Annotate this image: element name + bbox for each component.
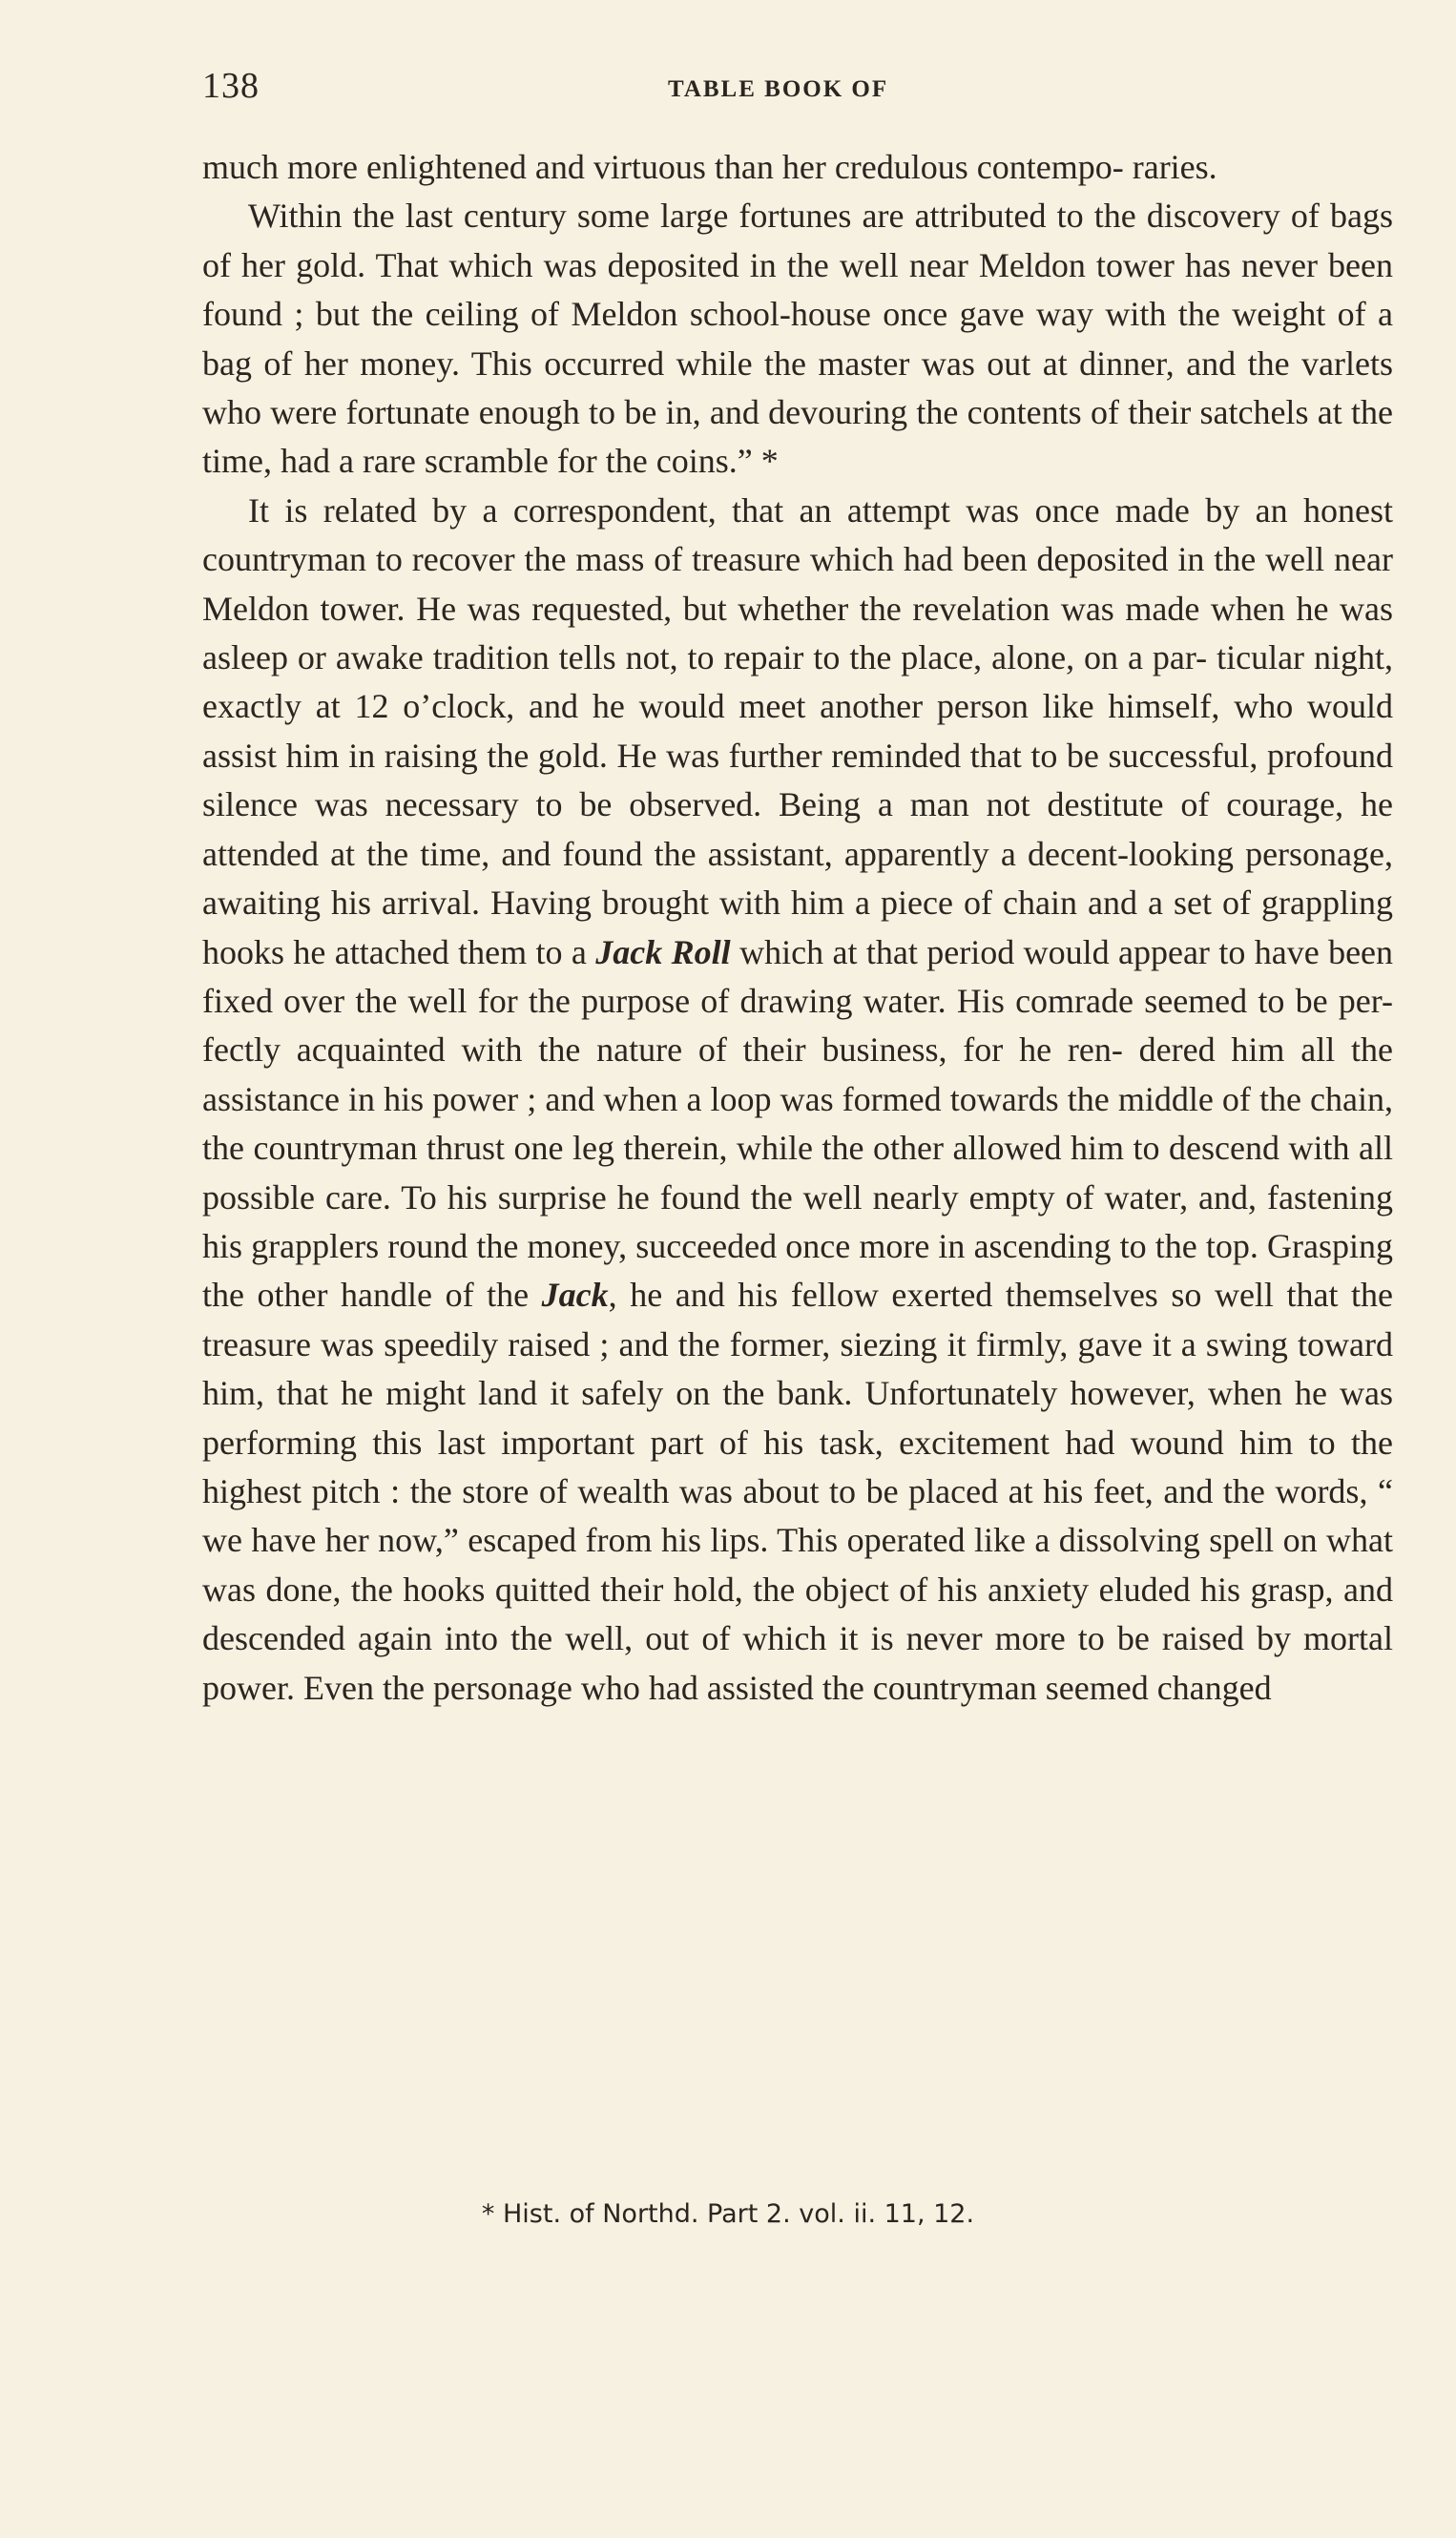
- page-header: [202, 65, 1414, 113]
- running-title: TABLE BOOK OF: [668, 76, 889, 102]
- page-number: 138: [202, 66, 260, 106]
- italic-jack: Jack: [541, 1276, 609, 1315]
- paragraph-text: which at that period would appear to have been fixed over the well for the purpose of drawing water. His comrade seemed to be per- fectly acquainted with the nature of their business, for he ren- dered him all the assistance in his power ; and when a loop was formed towards the middle of the chain, the countryman thrust one leg therein, while the other allowed him to descend with all possible care. To his surprise he found the well nearly empty of water, and, fastening his grapplers round the money, succeeded once more in ascending to the top. Grasping the other handle of the: [202, 932, 1394, 1315]
- body-text: [202, 143, 1393, 1713]
- paragraph-text: , he and his fellow exerted themselves so well that the treasure was speedily raised ; and the former, siezing it firmly, gave it a swing toward him, that he might land it safely on the bank. Unfortunately however, when he was performing this last important part of his task, excitement had wound him to the highest pitch : the store of wealth was about to be placed at his feet, and the words, “ we have her now,” escaped from his lips. This operated like a dissolving spell on what was done, the hooks quitted their hold, the object of his anxiety eluded his grasp, and descended again into the well, out of which it is never more to be raised by mortal power. Even the personage who had assisted the countryman seemed changed: [202, 1276, 1393, 1707]
- paragraph-continued: much more enlightened and virtuous than her credulous contempo- raries.: [202, 148, 1217, 186]
- italic-jack-roll: Jack Roll: [595, 932, 731, 971]
- paragraph-text: It is related by a correspondent, that an attempt was once made by an honest countryman to recover the mass of treasure which had been deposited in the well near Meldon tower. He was requested, but whether the revelation was made when he was asleep or awake tradition tells not, to repair to the place, alone, on a par- ticular night, exactly at 12 o’clock, and he would meet another person like himself, who would assist him in raising the gold. He was further reminded that to be successful, profound silence was necessary to be observed. Being a man not destitute of courage, he attended at the time, and found the assistant, apparently a decent-looking personage, awaiting his arrival. Having brought with him a piece of chain and a set of grappling hooks he attached them to a: [202, 490, 1393, 971]
- paragraph-fortunes: Within the last century some large fortunes are attributed to the discovery of bags of her gold. That which was deposited in the well near Meldon tower has never been found ; but the ceiling of Meldon school-house once gave way with the weight of a bag of her money. This occurred while the master was out at dinner, and the varlets who were fortunate enough to be in, and devouring the contents of their satchels at the time, had a rare scramble for the coins.” *: [202, 197, 1393, 481]
- paragraph-countryman: [202, 487, 1393, 1713]
- footnote: * Hist. of Northd. Part 2. vol. ii. 11, 12.: [481, 2199, 975, 2229]
